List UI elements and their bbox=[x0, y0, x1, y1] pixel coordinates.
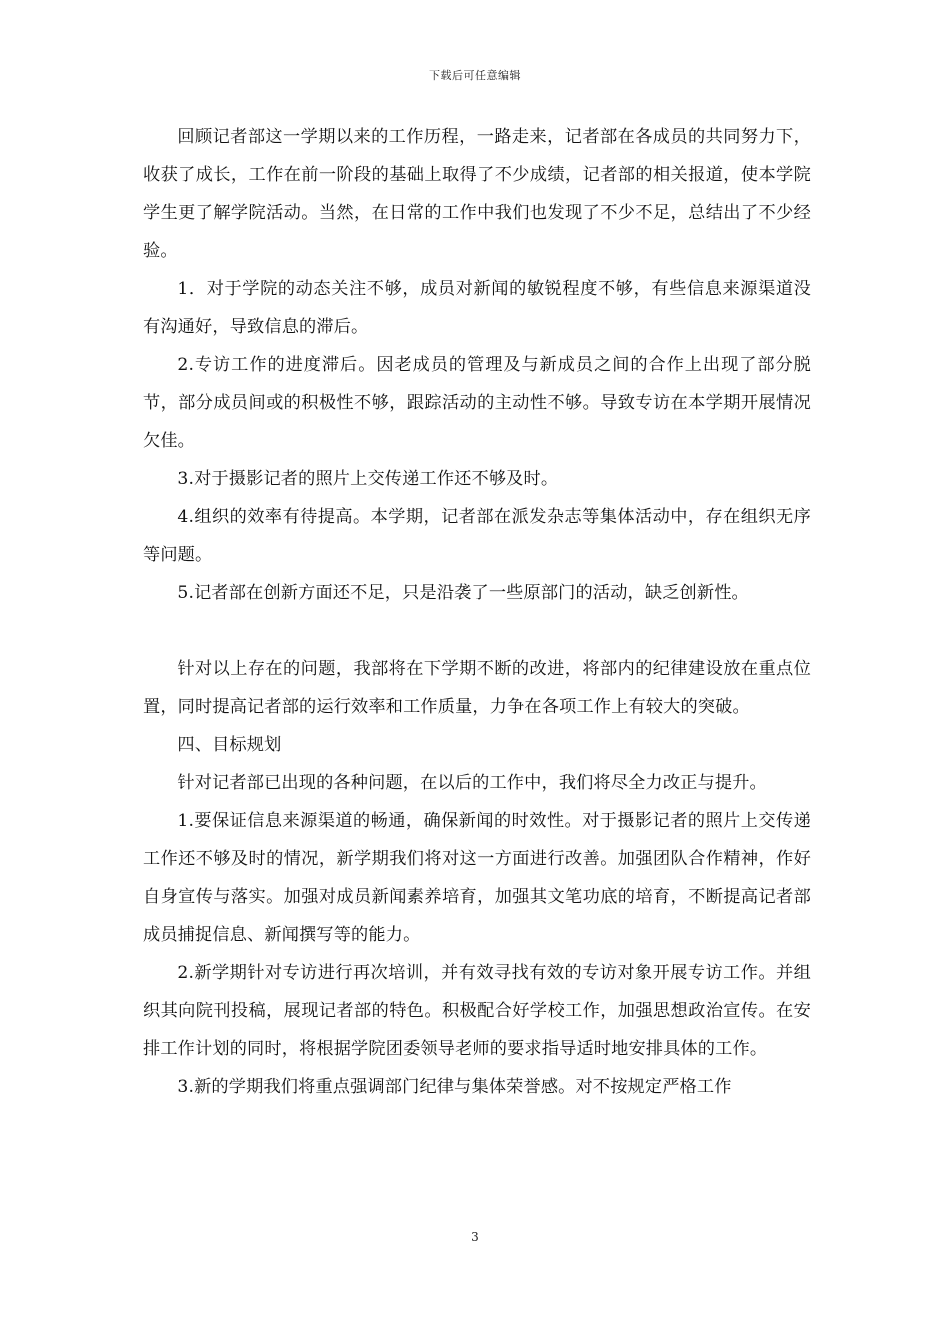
paragraph-spacer bbox=[143, 612, 811, 650]
paragraph-review: 回顾记者部这一学期以来的工作历程，一路走来，记者部在各成员的共同努力下，收获了成长，工作在前一阶段的基础上取得了不少成绩，记者部的相关报道，使本学院学生更了解学院活动。当然，在日常的工作中我们也发现了不少不足，总结出了不少经验。 bbox=[143, 127, 811, 261]
paragraph-goals-intro: 针对记者部已出现的各种问题，在以后的工作中，我们将尽全力改正与提升。 bbox=[177, 773, 767, 793]
paragraph-issue-1: 1．对于学院的动态关注不够，成员对新闻的敏锐程度不够，有些信息来源渠道没有沟通好，导致信息的滞后。 bbox=[143, 279, 811, 337]
page-number: 3 bbox=[471, 1230, 479, 1244]
paragraph-goal-2: 2.新学期针对专访进行再次培训，并有效寻找有效的专访对象开展专访工作。并组织其向院刊投稿，展现记者部的特色。积极配合好学校工作，加强思想政治宣传。在安排工作计划的同时，将根据学院团委领导老师的要求指导适时地安排具体的工作。 bbox=[143, 963, 811, 1059]
paragraph-issue-4: 4.组织的效率有待提高。本学期，记者部在派发杂志等集体活动中，存在组织无序等问题。 bbox=[143, 507, 811, 565]
paragraph-goal-3: 3.新的学期我们将重点强调部门纪律与集体荣誉感。对不按规定严格工作 bbox=[177, 1077, 732, 1097]
paragraph-improvement: 针对以上存在的问题，我部将在下学期不断的改进，将部内的纪律建设放在重点位置，同时提高记者部的运行效率和工作质量，力争在各项工作上有较大的突破。 bbox=[143, 659, 811, 717]
paragraph-goal-1: 1.要保证信息来源渠道的畅通，确保新闻的时效性。对于摄影记者的照片上交传递工作还不够及时的情况，新学期我们将对这一方面进行改善。加强团队合作精神，作好自身宣传与落实。加强对成员新闻素养培育，加强其文笔功底的培育，不断提高记者部成员捕捉信息、新闻撰写等的能力。 bbox=[143, 811, 811, 945]
section-heading-goals: 四、目标规划 bbox=[177, 735, 282, 755]
page-header: 下载后可任意编辑 bbox=[429, 69, 521, 82]
paragraph-issue-5: 5.记者部在创新方面还不足，只是沿袭了一些原部门的活动，缺乏创新性。 bbox=[177, 583, 749, 603]
paragraph-issue-2: 2.专访工作的进度滞后。因老成员的管理及与新成员之间的合作上出现了部分脱节，部分成员间或的积极性不够，跟踪活动的主动性不够。导致专访在本学期开展情况欠佳。 bbox=[143, 355, 811, 451]
document-body bbox=[143, 118, 811, 1106]
paragraph-issue-3: 3.对于摄影记者的照片上交传递工作还不够及时。 bbox=[177, 469, 559, 489]
